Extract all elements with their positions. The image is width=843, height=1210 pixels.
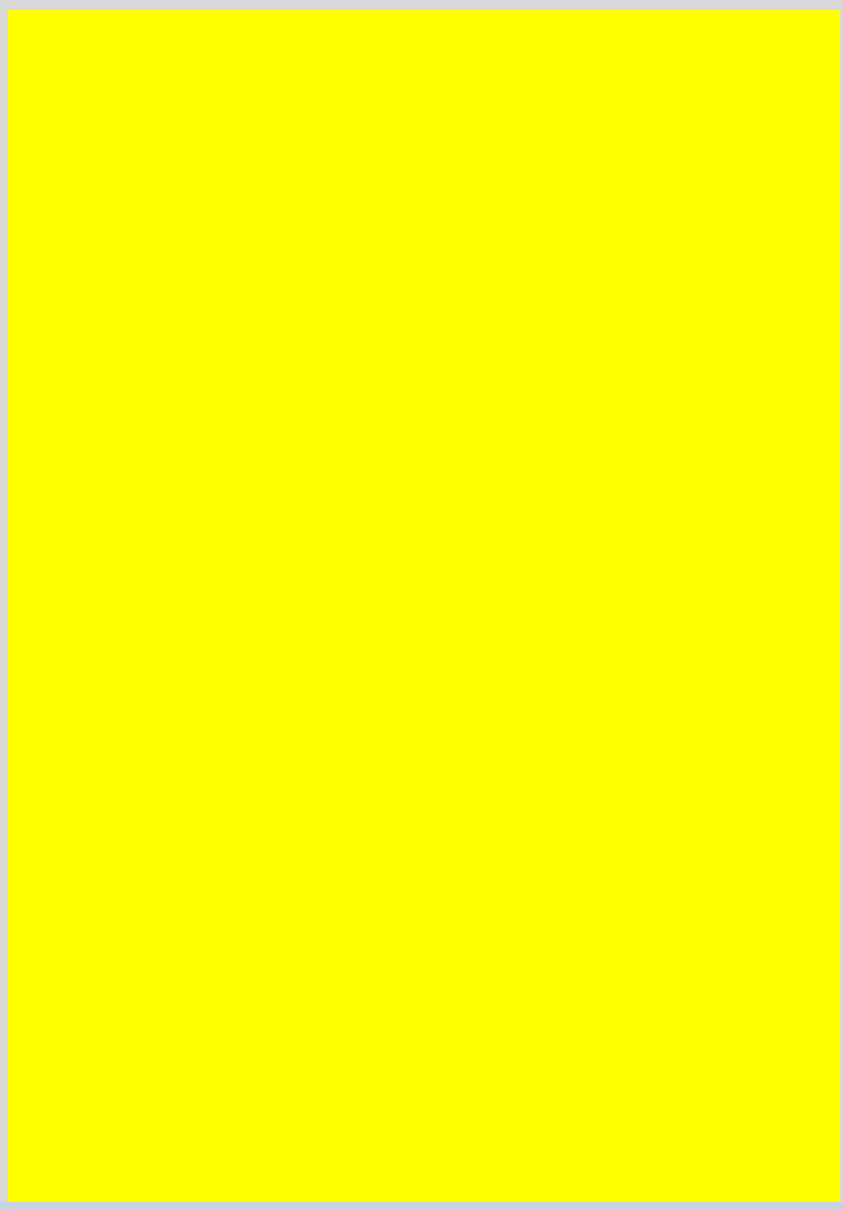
right-candle-border: [788, 66, 838, 1196]
top-candle-border: [8, 66, 840, 116]
left-candle-border: [34, 66, 84, 1196]
document-page: [8, 10, 840, 1202]
viewer-bottom-bar: [0, 1202, 843, 1210]
document-body: [84, 114, 788, 138]
bottom-candle-border: [8, 1150, 840, 1200]
